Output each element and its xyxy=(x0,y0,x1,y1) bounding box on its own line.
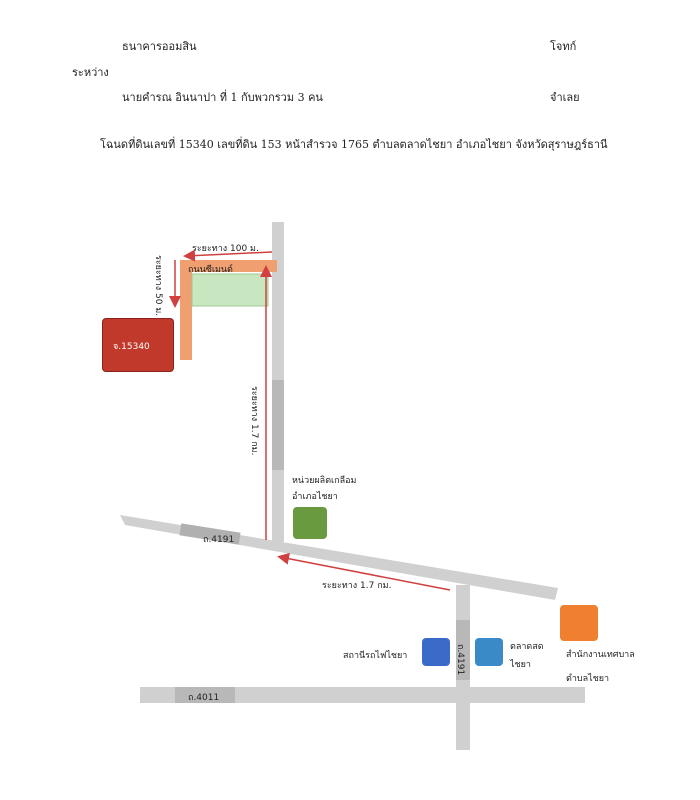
deed-line: โฉนดที่ดินเลขที่ 15340 เลขที่ดิน 153 หน้าสำรวจ 1765 ตำบลตลาดไชยา อำเภอไชยา จังหวัดสุราษฎร์ธานี xyxy=(100,138,608,151)
landmark-blue-market-label: ตลาดสด ไชยา xyxy=(510,642,544,670)
target-area xyxy=(192,274,268,306)
landmark-green xyxy=(293,507,327,539)
road-dark-segment xyxy=(272,380,284,470)
landmark-orange xyxy=(560,605,598,641)
landmark-blue-market xyxy=(475,638,503,666)
route-4191b-label: ถ.4191 xyxy=(455,644,465,676)
plaintiff-name: ธนาคารออมสิน xyxy=(122,40,197,53)
landmark-orange-label: สำนักงานเทศบาล ตำบลไชยา xyxy=(566,650,635,684)
between-label: ระหว่าง xyxy=(72,66,109,79)
landmark-green-label: หน่วยผลิตเกลือม อำเภอไชยา xyxy=(292,476,357,502)
landmark-blue-station-label: สถานีรถไฟไชยา xyxy=(343,651,408,661)
road-label: ถนนซีเมนต์ xyxy=(188,265,233,275)
route-4011-label: ถ.4011 xyxy=(188,693,220,703)
plaintiff-role: โจทก์ xyxy=(550,40,577,53)
route-4191-label: ถ.4191 xyxy=(203,535,235,545)
defendant-role: จำเลย xyxy=(550,91,580,104)
defendant-name: นายคำรณ อินนาปา ที่ 1 กับพวกรวม 3 คน xyxy=(122,91,323,104)
landmark-blue-station xyxy=(422,638,450,666)
dist-1-7km-vertical-label: ระยะทาง 1.7 กม. xyxy=(249,386,259,456)
dist-50m-label: ระยะทาง 50 ม. xyxy=(153,255,163,317)
dist-100m-label: ระยะทาง 100 ม. xyxy=(192,244,259,254)
plot-label: จ.15340 xyxy=(113,342,150,352)
plot-15340 xyxy=(102,318,174,372)
dist-1-7km-diagonal-label: ระยะทาง 1.7 กม. xyxy=(322,581,392,591)
